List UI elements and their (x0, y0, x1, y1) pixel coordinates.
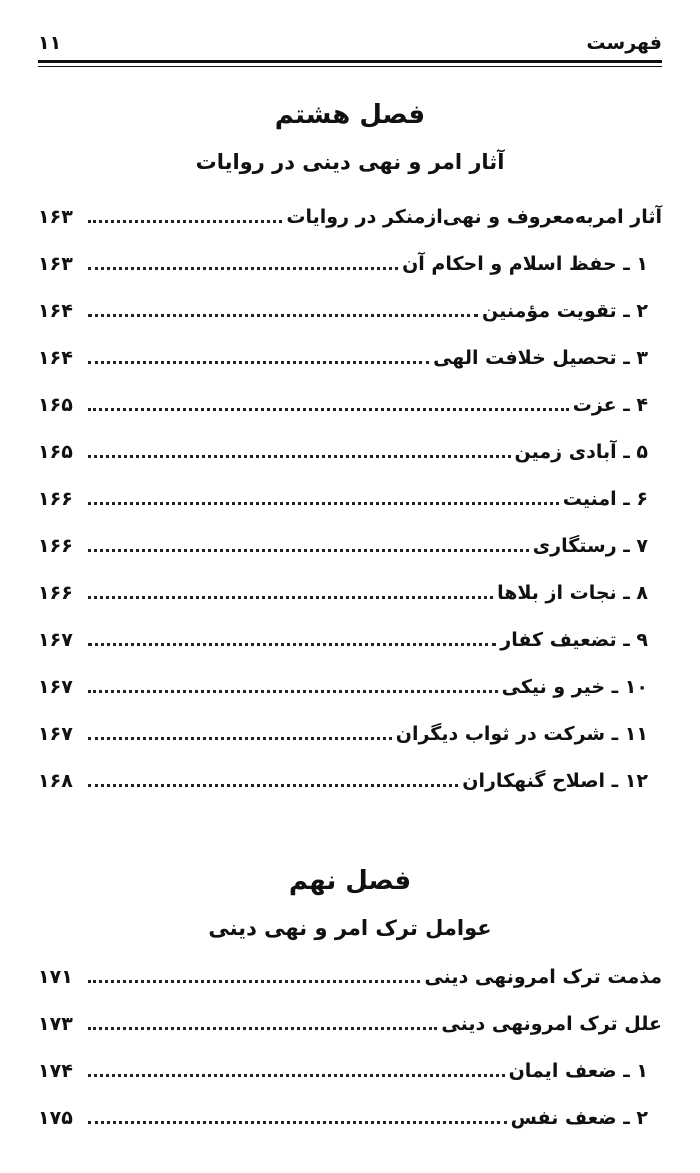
toc-entry-page: ۱۶۷ (38, 723, 73, 745)
toc-entry-label: ۱ ـ ضعف ایمان (508, 1060, 648, 1082)
leader-dots (88, 407, 569, 411)
leader-dots (88, 219, 282, 223)
toc-entry-label: ۵ ـ آبادی زمین (514, 441, 648, 463)
toc-entry-label: ۸ ـ نجات از بلاها (497, 582, 648, 604)
header-rule-thin (38, 66, 662, 67)
toc-entry-label: ۲ ـ ضعف نفس (510, 1107, 648, 1129)
leader-dots (88, 736, 392, 740)
leader-dots (88, 595, 493, 599)
leader-dots (88, 360, 429, 364)
toc-entry[interactable] (38, 384, 662, 418)
toc-entry[interactable] (38, 1050, 662, 1084)
toc-entry[interactable] (38, 572, 662, 606)
toc-entry-page: ۱۷۵ (38, 1107, 73, 1129)
toc-entry[interactable] (38, 713, 662, 747)
toc-entry[interactable] (38, 619, 662, 653)
toc-entry-page: ۱۶۶ (38, 535, 73, 557)
leader-dots (88, 1120, 507, 1124)
toc-entry-page: ۱۶۵ (38, 441, 73, 463)
leader-dots (88, 313, 478, 317)
toc-entry-label: ۱ ـ حفظ اسلام و احکام آن (402, 253, 648, 275)
toc-entry[interactable] (38, 337, 662, 371)
toc-entry[interactable] (38, 1003, 662, 1037)
toc-entry-page: ۱۶۶ (38, 582, 73, 604)
toc-entry-label: علل ترک امرونهی دینی (441, 1013, 662, 1035)
toc-entry-page: ۱۶۴ (38, 300, 73, 322)
toc-entry-page: ۱۶۳ (38, 253, 73, 275)
toc-entry-page: ۱۶۵ (38, 394, 73, 416)
leader-dots (88, 1026, 437, 1030)
leader-dots (88, 979, 420, 983)
toc-entry[interactable] (38, 956, 662, 990)
toc-entry-label: آثار امربه‌معروف و نهی‌ازمنکر در روایات (286, 206, 662, 228)
toc-entry-page: ۱۶۳ (38, 206, 73, 228)
leader-dots (88, 689, 498, 693)
toc-entry-page: ۱۶۸ (38, 770, 73, 792)
toc-entry[interactable] (38, 525, 662, 559)
toc-entry-label: ۴ ـ عزت (572, 394, 648, 416)
toc-entry-label: ۲ ـ تقویت مؤمنین (482, 300, 648, 322)
chapter-subtitle: عوامل ترک امر و نهی دینی (208, 916, 492, 940)
running-header (38, 28, 662, 64)
toc-entry[interactable] (38, 478, 662, 512)
leader-dots (88, 266, 398, 270)
toc-entry-label: ۹ ـ تضعیف کفار (500, 629, 648, 651)
toc-entry-label: ۱۲ ـ اصلاح گنهکاران (462, 770, 648, 792)
toc-entry-label: ۱۰ ـ خیر و نیکی (501, 676, 648, 698)
toc-entry[interactable] (38, 760, 662, 794)
toc-entry-page: ۱۶۷ (38, 629, 73, 651)
header-rule-thick (38, 60, 662, 63)
chapter-subtitle: آثار امر و نهی دینی در روایات (195, 150, 505, 174)
toc-entry-label: ۱۱ ـ شرکت در ثواب دیگران (395, 723, 648, 745)
toc-entry-label: ۳ ـ تحصیل خلافت الهی (433, 347, 648, 369)
toc-entry[interactable] (38, 243, 662, 277)
toc-entry-page: ۱۶۶ (38, 488, 73, 510)
chapter-title: فصل نهم (288, 866, 412, 896)
leader-dots (88, 783, 458, 787)
toc-entry[interactable] (38, 666, 662, 700)
toc-entry[interactable] (38, 1097, 662, 1131)
page-number: ۱۱ (38, 32, 62, 54)
toc-entry-page: ۱۷۱ (38, 966, 73, 988)
leader-dots (88, 642, 496, 646)
toc-entry-label: ۶ ـ امنیت (562, 488, 648, 510)
leader-dots (88, 548, 529, 552)
leader-dots (88, 1073, 505, 1077)
running-header-title: فهرست (586, 32, 662, 54)
toc-entry[interactable] (38, 431, 662, 465)
toc-entry-page: ۱۶۴ (38, 347, 73, 369)
toc-entry[interactable] (38, 290, 662, 324)
leader-dots (88, 501, 559, 505)
toc-entry-page: ۱۶۷ (38, 676, 73, 698)
toc-entry-page: ۱۷۴ (38, 1060, 73, 1082)
toc-entry-label: ۷ ـ رستگاری (532, 535, 648, 557)
toc-entry-page: ۱۷۳ (38, 1013, 73, 1035)
toc-entry[interactable] (38, 196, 662, 230)
toc-entry-label: مذمت ترک امرونهی دینی (424, 966, 662, 988)
leader-dots (88, 454, 511, 458)
chapter-title: فصل هشتم (274, 100, 426, 130)
